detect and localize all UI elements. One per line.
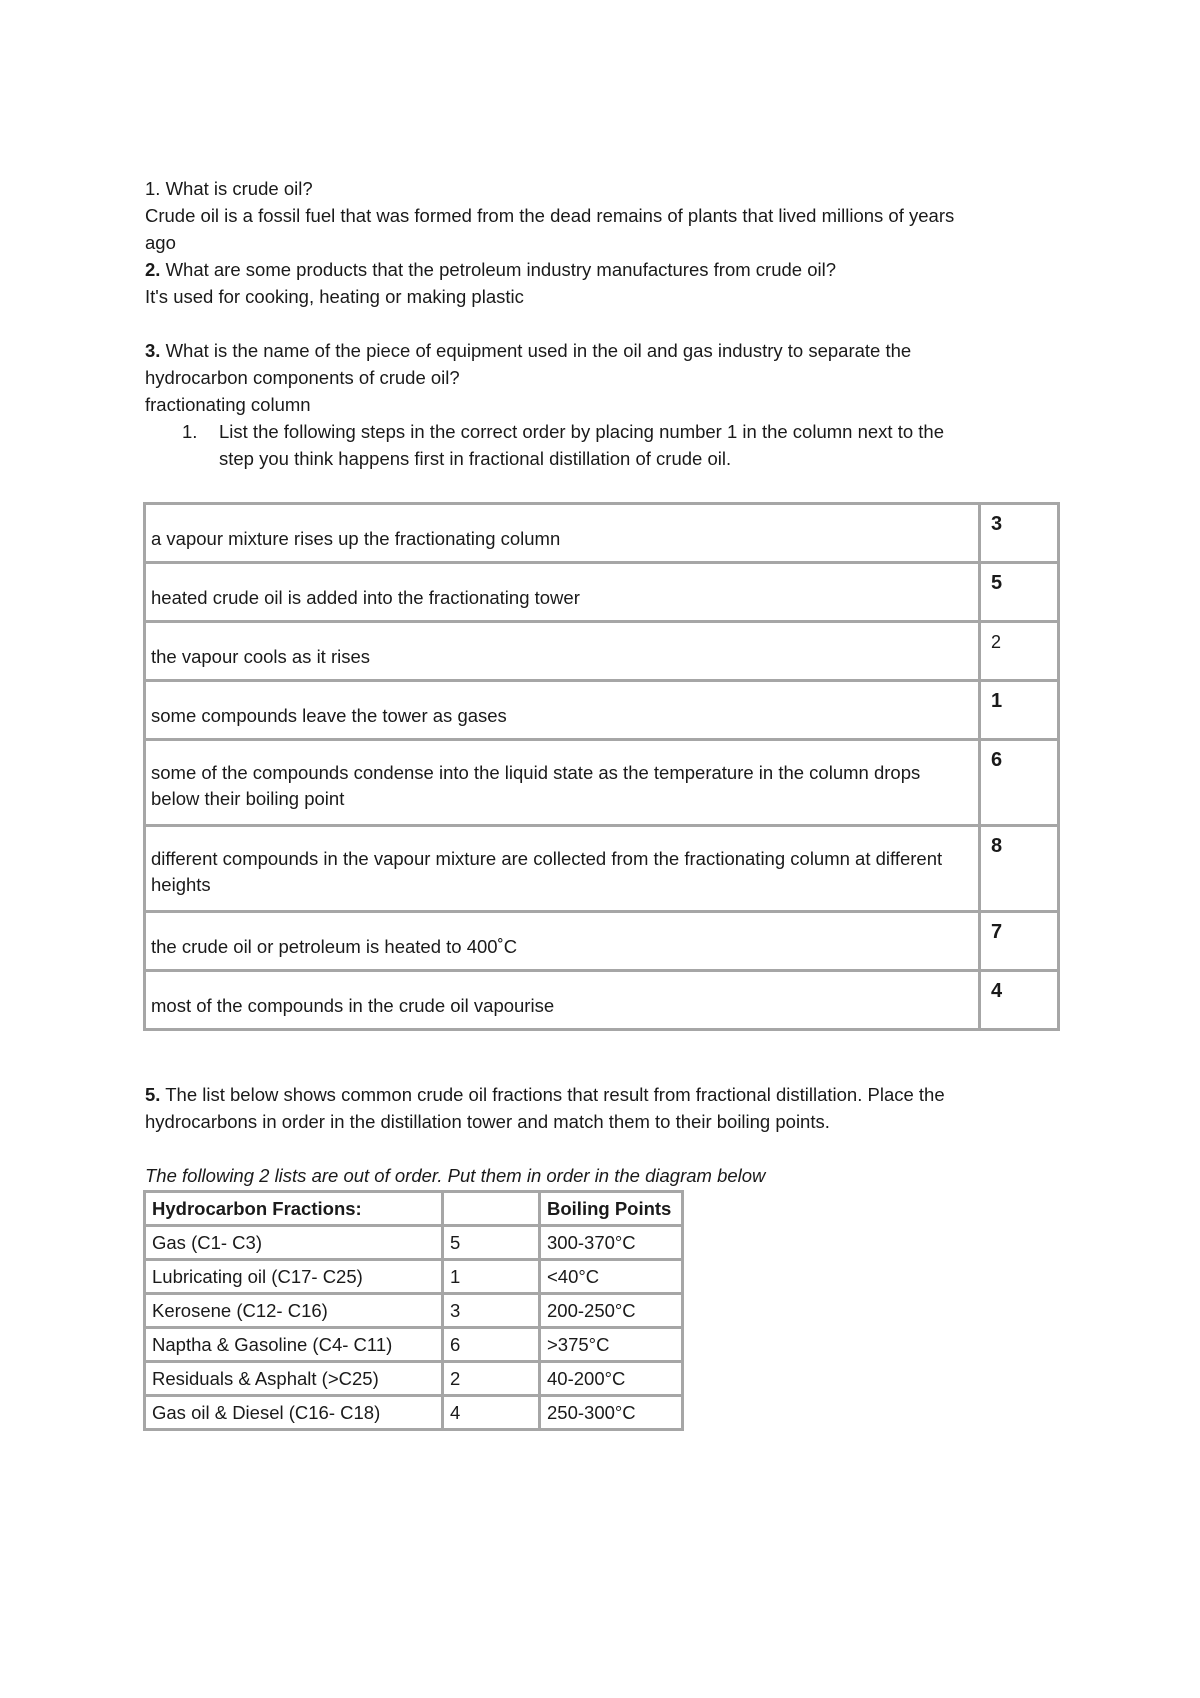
question-2 [145,256,836,283]
question-1-text: What is crude oil? [160,178,313,199]
fraction-order: 1 [443,1260,540,1294]
step-number: 6 [979,740,1058,826]
table-row [145,1260,683,1294]
question-3-number: 3. [145,340,161,361]
step-number: 7 [979,912,1058,971]
table-row [145,1396,683,1430]
answer-3: fractionating column [145,394,311,415]
table-row [145,563,1059,622]
fraction-order: 6 [443,1328,540,1362]
question-5-text: The list below shows common crude oil fractions that result from fractional distillation. Place the [160,1084,945,1105]
question-2-number: 2. [145,259,161,280]
question-3-line-1 [145,337,911,364]
fraction-name: Residuals & Asphalt (>C25) [145,1362,443,1396]
step-number: 4 [979,971,1058,1030]
step-number: 1 [979,681,1058,740]
step-text: the crude oil or petroleum is heated to 400˚C [145,912,980,971]
fraction-order: 3 [443,1294,540,1328]
boiling-point: 250-300°C [540,1396,683,1430]
column-header-order [443,1192,540,1226]
table-header-row [145,1192,683,1226]
hydrocarbon-fractions-table [143,1190,684,1431]
step-text: the vapour cools as it rises [145,622,980,681]
fraction-name: Kerosene (C12- C16) [145,1294,443,1328]
boiling-point: 200-250°C [540,1294,683,1328]
step-number: 8 [979,826,1058,912]
question-4-instruction-line-1: List the following steps in the correct order by placing number 1 in the column next to the [219,421,944,442]
boiling-point: >375°C [540,1328,683,1362]
fraction-name: Lubricating oil (C17- C25) [145,1260,443,1294]
table-row [145,971,1059,1030]
step-text: different compounds in the vapour mixture are collected from the fractionating column at different heights [145,826,980,912]
table-row [145,681,1059,740]
fraction-order: 5 [443,1226,540,1260]
table-row [145,1294,683,1328]
boiling-point: 300-370°C [540,1226,683,1260]
column-header-boiling-points: Boiling Points [540,1192,683,1226]
question-5-note: The following 2 lists are out of order. Put them in order in the diagram below [145,1165,766,1186]
table-row [145,504,1059,563]
table-row [145,912,1059,971]
column-header-fractions: Hydrocarbon Fractions: [145,1192,443,1226]
question-5-line-2: hydrocarbons in order in the distillation tower and match them to their boiling points. [145,1111,830,1132]
question-2-text: What are some products that the petroleum industry manufactures from crude oil? [160,259,837,280]
distillation-steps-table [143,502,1060,1031]
fraction-order: 4 [443,1396,540,1430]
step-text: most of the compounds in the crude oil vapourise [145,971,980,1030]
table-row [145,826,1059,912]
step-number: 2 [979,622,1058,681]
boiling-point: <40°C [540,1260,683,1294]
question-5-line-1 [145,1081,945,1108]
fraction-name: Gas (C1- C3) [145,1226,443,1260]
step-number: 3 [979,504,1058,563]
answer-2: It's used for cooking, heating or making plastic [145,286,524,307]
step-number: 5 [979,563,1058,622]
step-text: some of the compounds condense into the liquid state as the temperature in the column drops below their boiling point [145,740,980,826]
question-4-list-marker: 1. [182,421,198,442]
boiling-point: 40-200°C [540,1362,683,1396]
answer-1-line-2: ago [145,232,176,253]
table-row [145,1328,683,1362]
step-text: heated crude oil is added into the fractionating tower [145,563,980,622]
fraction-name: Naptha & Gasoline (C4- C11) [145,1328,443,1362]
table-row [145,1226,683,1260]
question-4-instruction-line-2: step you think happens first in fractional distillation of crude oil. [219,448,732,469]
question-1 [145,175,313,202]
table-row [145,1362,683,1396]
question-3-line-2: hydrocarbon components of crude oil? [145,367,460,388]
step-text: a vapour mixture rises up the fractionating column [145,504,980,563]
question-5-number: 5. [145,1084,161,1105]
answer-1-line-1: Crude oil is a fossil fuel that was formed from the dead remains of plants that lived millions of years [145,205,955,226]
step-text: some compounds leave the tower as gases [145,681,980,740]
question-1-number: 1. [145,178,161,199]
fraction-name: Gas oil & Diesel (C16- C18) [145,1396,443,1430]
table-row [145,622,1059,681]
fraction-order: 2 [443,1362,540,1396]
table-row [145,740,1059,826]
question-3-text: What is the name of the piece of equipment used in the oil and gas industry to separate the [160,340,912,361]
